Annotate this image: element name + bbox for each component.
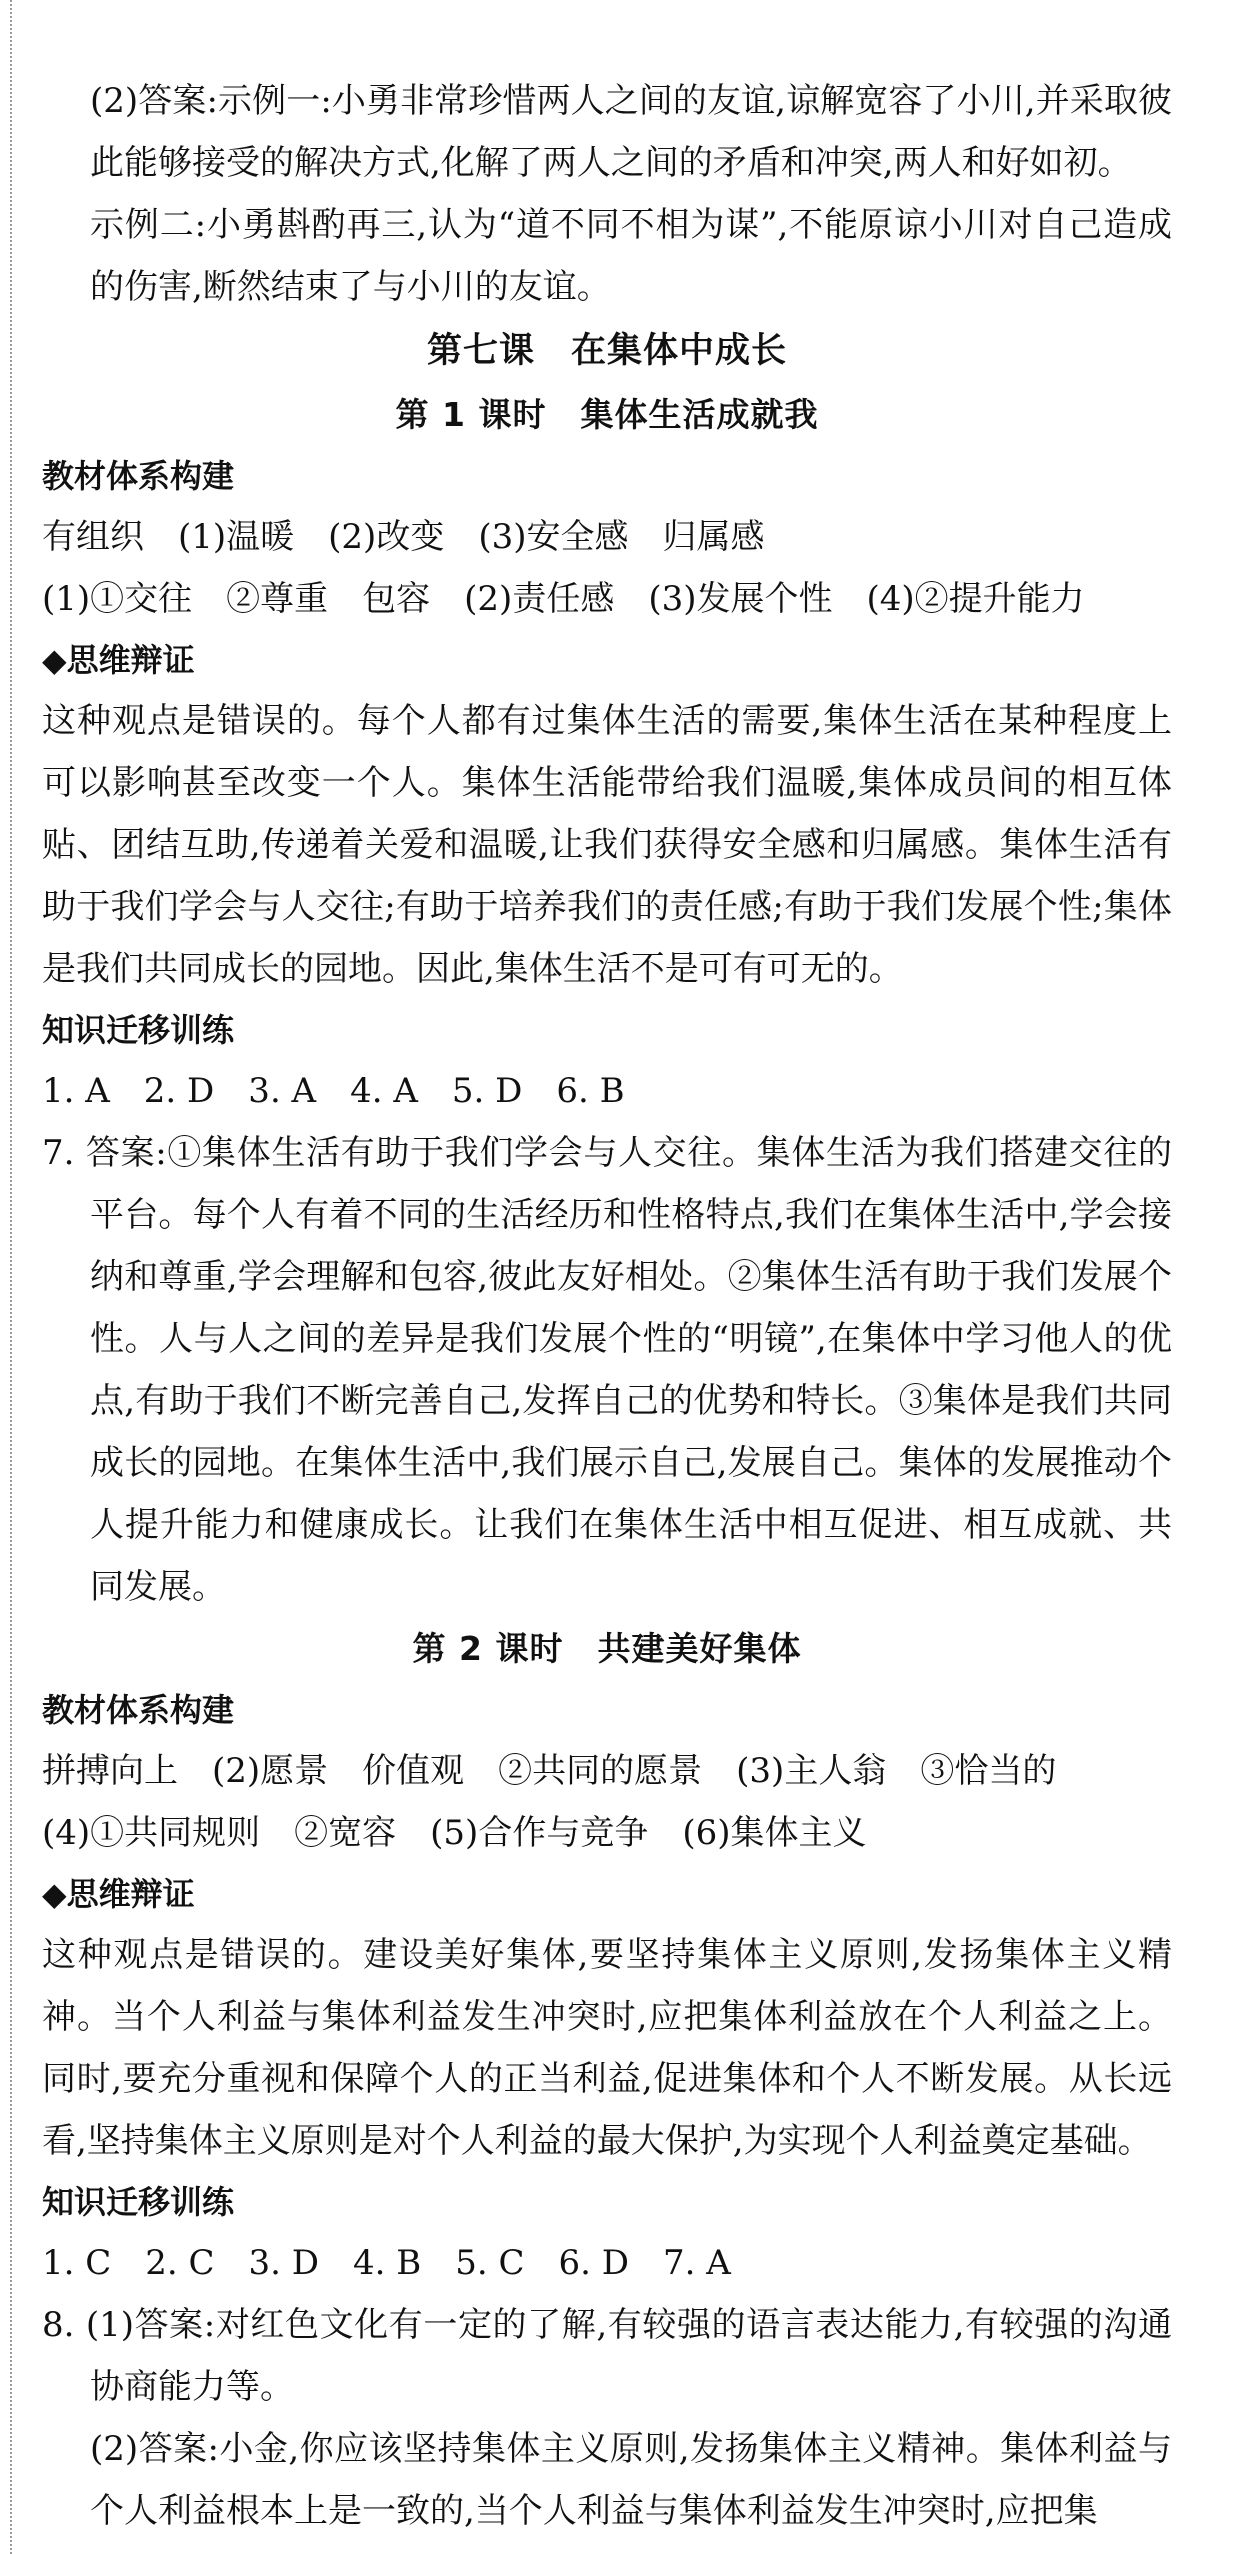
section-heading: 教材体系构建 xyxy=(42,457,235,495)
paragraph: (2)答案:示例一:小勇非常珍惜两人之间的友谊,谅解宽容了小川,并采取彼此能够接受的解决方式,化解了两人之间的矛盾和冲突,两人和好如初。 xyxy=(90,81,1172,183)
section-heading: 教材体系构建 xyxy=(42,1691,235,1729)
section-heading: 知识迁移训练 xyxy=(42,2183,235,2221)
paragraph: 1. C 2. C 3. D 4. B 5. C 6. D 7. A xyxy=(42,2243,731,2283)
lesson-title: 第七课 在集体中成长 xyxy=(426,331,787,371)
paragraph: 这种观点是错误的。每个人都有过集体生活的需要,集体生活在某种程度上可以影响甚至改变一个人。集体生活能带给我们温暖,集体成员间的相互体贴、团结互助,传递着关爱和温暖,让我们获得安全感和归属感。集体生活有助于我们学会与人交往;有助于培养我们的责任感;有助于我们发展个性;集体是我们共同成长的园地。因此,集体生活不是可有可无的。 xyxy=(42,701,1172,989)
paragraph: 有组织 (1)温暖 (2)改变 (3)安全感 归属感 xyxy=(42,517,765,557)
paragraph: 这种观点是错误的。建设美好集体,要坚持集体主义原则,发扬集体主义精神。当个人利益与集体利益发生冲突时,应把集体利益放在个人利益之上。同时,要充分重视和保障个人的正当利益,促进集体和个人不断发展。从长远看,坚持集体主义原则是对个人利益的最大保护,为实现个人利益奠定基础。 xyxy=(42,1935,1172,2161)
section-heading: 知识迁移训练 xyxy=(42,1011,235,1049)
paragraph: 拼搏向上 (2)愿景 价值观 ②共同的愿景 (3)主人翁 ③恰当的 xyxy=(42,1751,1057,1791)
paragraph: 示例二:小勇斟酌再三,认为“道不同不相为谋”,不能原谅小川对自己造成的伤害,断然结束了与小川的友谊。 xyxy=(90,205,1172,307)
binding-dashed-line xyxy=(10,0,12,2554)
document-content xyxy=(42,70,1172,2542)
paragraph: (4)①共同规则 ②宽容 (5)合作与竞争 (6)集体主义 xyxy=(42,1813,867,1853)
paragraph: 8. (1)答案:对红色文化有一定的了解,有较强的语言表达能力,有较强的沟通协商能力等。 xyxy=(42,2305,1172,2407)
paragraph: (2)答案:小金,你应该坚持集体主义原则,发扬集体主义精神。集体利益与个人利益根本上是一致的,当个人利益与集体利益发生冲突时,应把集 xyxy=(90,2429,1172,2531)
section-heading: ◆思维辩证 xyxy=(42,641,195,679)
section-heading: ◆思维辩证 xyxy=(42,1875,195,1913)
lesson-subtitle: 第 2 课时 共建美好集体 xyxy=(412,1629,802,1668)
paragraph: 1. A 2. D 3. A 4. A 5. D 6. B xyxy=(42,1071,625,1111)
paragraph: (1)①交往 ②尊重 包容 (2)责任感 (3)发展个性 (4)②提升能力 xyxy=(42,579,1085,619)
lesson-subtitle: 第 1 课时 集体生活成就我 xyxy=(395,395,819,434)
paragraph: 7. 答案:①集体生活有助于我们学会与人交往。集体生活为我们搭建交往的平台。每个人有着不同的生活经历和性格特点,我们在集体生活中,学会接纳和尊重,学会理解和包容,彼此友好相处。②集体生活有助于我们发展个性。人与人之间的差异是我们发展个性的“明镜”,在集体中学习他人的优点,有助于我们不断完善自己,发挥自己的优势和特长。③集体是我们共同成长的园地。在集体生活中,我们展示自己,发展自己。集体的发展推动个人提升能力和健康成长。让我们在集体生活中相互促进、相互成就、共同发展。 xyxy=(42,1133,1172,1607)
